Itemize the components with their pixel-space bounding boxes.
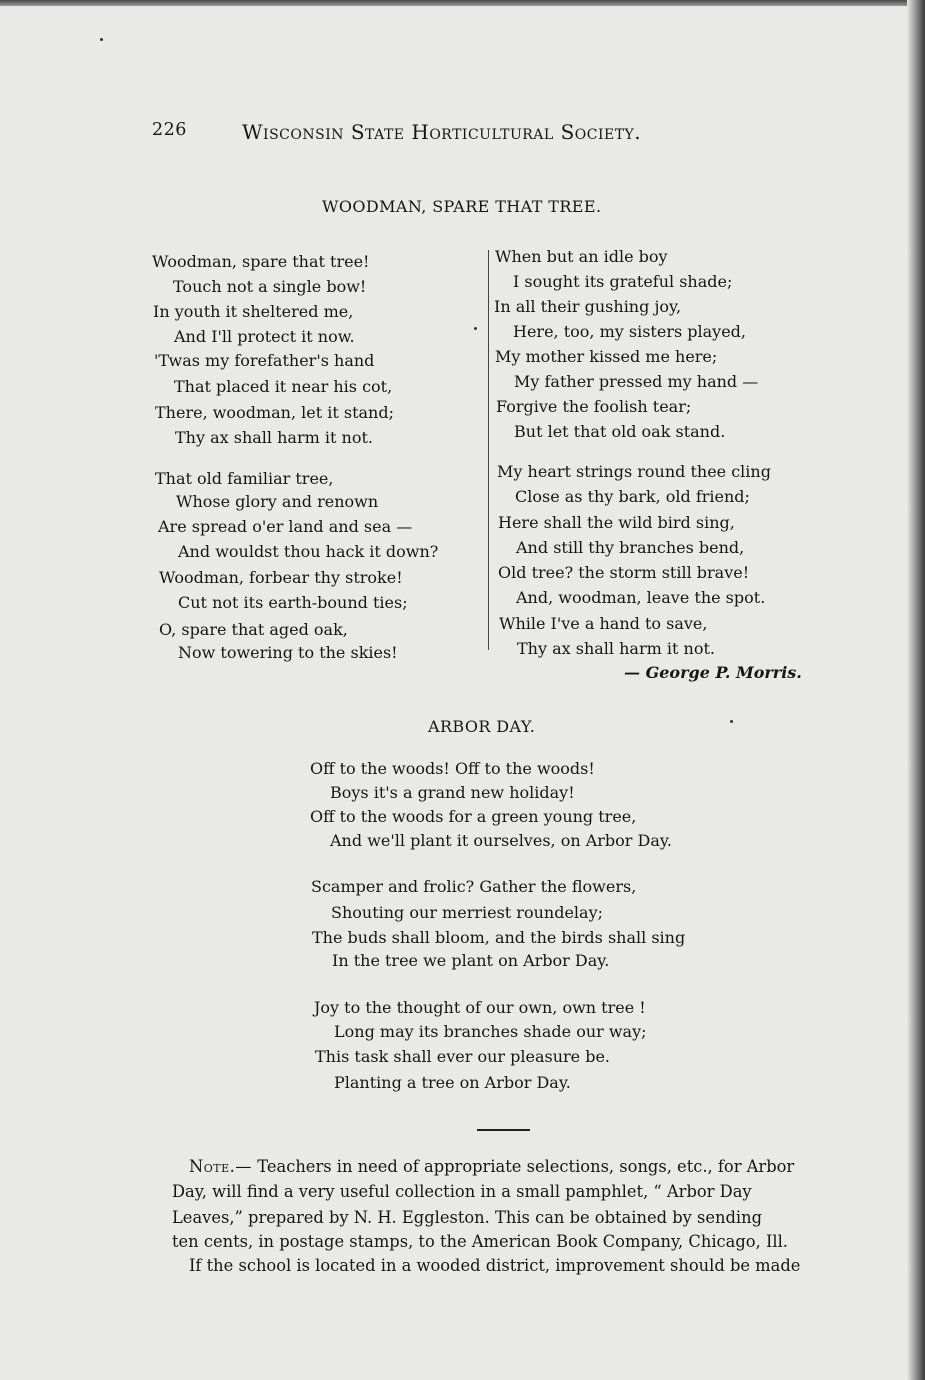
- poem-line: Close as thy bark, old friend;: [515, 487, 750, 506]
- poem-line: Woodman, spare that tree!: [152, 252, 370, 271]
- journal-title: Wisconsin State Horticultural Society.: [242, 120, 642, 144]
- poem-line: Shouting our merriest roundelay;: [331, 903, 603, 922]
- poem-line: That old familiar tree,: [155, 469, 334, 488]
- poem-line: Thy ax shall harm it not.: [517, 639, 715, 658]
- poem-line: Planting a tree on Arbor Day.: [334, 1073, 571, 1092]
- poem-line: And still thy branches bend,: [516, 538, 745, 557]
- poem-line: Off to the woods! Off to the woods!: [310, 759, 595, 778]
- scan-top-border: [0, 0, 925, 6]
- poem-line: I sought its grateful shade;: [513, 272, 733, 291]
- poem-line: And, woodman, leave the spot.: [516, 588, 766, 607]
- poem-line: Old tree? the storm still brave!: [498, 563, 750, 582]
- note-line-text: Teachers in need of appropriate selections, songs, etc., for Arbor: [252, 1157, 795, 1176]
- scan-speck: [100, 38, 103, 41]
- poem-line: Here shall the wild bird sing,: [498, 513, 735, 532]
- poem-line: When but an idle boy: [495, 247, 668, 266]
- poem-line: But let that old oak stand.: [514, 422, 726, 441]
- poem-line: 'Twas my forefather's hand: [154, 351, 375, 370]
- note-line: Leaves,” prepared by N. H. Eggleston. This can be obtained by sending: [172, 1208, 763, 1227]
- poem-line: Off to the woods for a green young tree,: [310, 807, 637, 826]
- scan-speck: [730, 720, 733, 723]
- poem-line: My father pressed my hand —: [514, 372, 759, 391]
- poem-line: Are spread o'er land and sea —: [158, 517, 413, 536]
- poem-line: And we'll plant it ourselves, on Arbor Day.: [330, 831, 672, 850]
- poem-line: Whose glory and renown: [176, 492, 379, 511]
- poem-line: Joy to the thought of our own, own tree !: [314, 998, 646, 1017]
- scan-right-border: [907, 0, 925, 1380]
- poem-line: In youth it sheltered me,: [153, 302, 354, 321]
- poem-line: The buds shall bloom, and the birds shall sing: [312, 928, 686, 947]
- poem-line: Woodman, forbear thy stroke!: [159, 568, 403, 587]
- poem-line: Here, too, my sisters played,: [513, 322, 746, 341]
- poem-line: And I'll protect it now.: [174, 327, 355, 346]
- poem-line: This task shall ever our pleasure be.: [315, 1047, 610, 1066]
- poem-line: My heart strings round thee cling: [497, 462, 771, 481]
- poem-attribution: — George P. Morris.: [624, 663, 802, 682]
- poem-line: Touch not a single bow!: [173, 277, 367, 296]
- poem-line: Now towering to the skies!: [178, 643, 398, 662]
- note-lead: Note.—: [189, 1157, 253, 1176]
- note-line: Day, will find a very useful collection in a small pamphlet, “ Arbor Day: [172, 1182, 752, 1201]
- poem-line: While I've a hand to save,: [499, 614, 708, 633]
- section-rule: [477, 1129, 530, 1131]
- poem-line: Boys it's a grand new holiday!: [330, 783, 575, 802]
- column-divider: [488, 250, 489, 650]
- page-number: 226: [152, 120, 187, 140]
- note-line: If the school is located in a wooded district, improvement should be made: [189, 1256, 801, 1275]
- poem-line: In all their gushing joy,: [494, 297, 682, 316]
- poem-line: My mother kissed me here;: [495, 347, 718, 366]
- poem-line: That placed it near his cot,: [174, 377, 393, 396]
- note-line: [189, 1157, 794, 1177]
- poem-line: Scamper and frolic? Gather the flowers,: [311, 877, 637, 896]
- scan-speck: [474, 327, 477, 330]
- poem-line: Forgive the foolish tear;: [496, 397, 692, 416]
- poem-line: Thy ax shall harm it not.: [175, 428, 373, 447]
- poem-line: Long may its branches shade our way;: [334, 1022, 647, 1041]
- poem-title-arbor-day: ARBOR DAY.: [428, 717, 536, 736]
- poem-line: There, woodman, let it stand;: [155, 403, 394, 422]
- note-line: ten cents, in postage stamps, to the American Book Company, Chicago, Ill.: [172, 1232, 788, 1251]
- poem-line: In the tree we plant on Arbor Day.: [332, 951, 610, 970]
- poem-line: Cut not its earth-bound ties;: [178, 593, 408, 612]
- poem-line: And wouldst thou hack it down?: [178, 542, 439, 561]
- poem-line: O, spare that aged oak,: [159, 620, 348, 639]
- running-head: [152, 120, 752, 146]
- poem-title-woodman: WOODMAN, SPARE THAT TREE.: [322, 197, 602, 216]
